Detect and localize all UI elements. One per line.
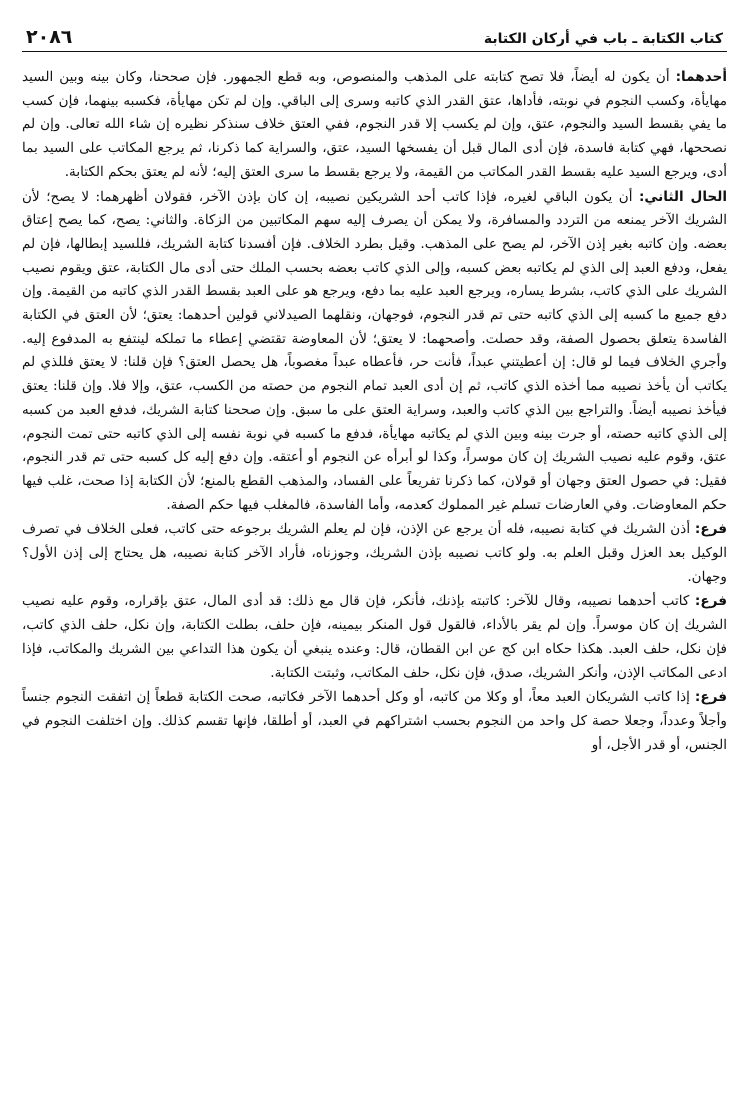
paragraph-text: أن يكون الباقي لغيره، فإذا كاتب أحد الشريكين نصيبه، إن كان بإذن الآخر، فقولان أظهرهما: لا يصح؛ لأن الشريك الآخر يمنعه من التردد والمسافرة، ولا يمكن أن يصرف إليه سهم المكاتبين من الزكاة. والثاني: يصح، كما يصح إعتاق بعضه. وإن كاتبه بغير إذن الآخر، لم يصح على المذهب. وقيل بطرد الخلاف. فإن أفسدنا كتابة الشريك، فللسيد إبطالها، فإن لم يفعل، ودفع العبد إلى الذي لم يكاتبه بعض كسبه، وإلى الذي كاتب بعضه بحسب الملك حتى أدى مال الكتابة، عتق ويقوم نصيب الشريك على الذي كاتب، بشرط يساره، ويرجع العبد عليه بما دفع، ويرجع هو على العبد بقسط القدر الذي كاتبه من القيمة. وإن دفع جميع ما كسبه إلى الذي كاتبه حتى تم قدر النجوم، فوجهان، ونقلهما الصيدلاني قولين أحدهما: يعتق؛ لأن العتق في الكتابة الفاسدة يتعلق بحصول الصفة، وقد حصلت. وأصحهما: لا يعتق؛ لأن المعاوضة تقتضي إعطاء ما تملكه لينتفع به المدفوع إليه. وأجري الخلاف فيما لو قال: إن أعطيتني عبداً، فأنت حر، فأعطاه عبداً مغصوباً، هل يحصل العتق؟ فإن قلنا: لا يعتق فللذي لم يكاتب أن يأخذ نصيبه مما أخذه الذي كاتب، ثم إن أدى العبد تمام النجوم من حصته من الكسب، عتق، وإلا فلا. وإن قلنا: يعتق فيأخذ نصيبه أيضاً. والتراجع بين الذي كاتب والعبد، وسراية العتق على ما سبق. وإن صححنا كتابة الشريك، فدفع العبد من كسبه إلى الذي كاتبه حصته، أو جرت بينه وبين الذي لم يكاتبه مهايأة، فدفع ما كسبه في نوبة نفسه إلى الذي كاتبه حتى تمت النجوم، عتق، وقوم عليه نصيب الشريك إن كان موسراً، وكذا لو أبرأه عن النجوم أو أعتقه. وإن دفع إليه كل كسبه حتى تم قدر النجوم، فقيل: في حصول العتق وجهان أو قولان، كما ذكرنا تفريعاً على الفساد، والمذهب القطع بالمنع؛ لأن الكتابة إذا صحت، غلب فيها حكم المعاوضات. وفي العارضات تسلم غير المملوك كعدمه، وأما الفاسدة، فالمغلب فيها حكم الصفة. (22, 188, 727, 513)
paragraph-1 (22, 66, 727, 185)
paragraph-3 (22, 518, 727, 589)
paragraph-lead: فرع: (694, 521, 727, 538)
page-number: ٢٠٨٦ (26, 26, 73, 48)
paragraph-text: كاتب أحدهما نصيبه، وقال للآخر: كاتبته بإذنك، فأنكر، فإن قال مع ذلك: قد أدى المال، عتق بإقراره، وقوم عليه نصيب الشريك إن كان موسراً. وإن لم يقر بالأداء، فالقول قول المنكر بيمينه، فإن حلف، بطلت الكتابة، وإن نكل، حلف الذي كاتب، فإن نكل، حلف العبد. هكذا حكاه ابن كج عن ابن القطان، قال: وعنده ينبغي أن يكون هذا التداعي بين الشريك والمكاتب، فإذا ادعى المكاتب الإذن، وأنكر الشريك، صدق، فإن نكل، حلف المكاتب، وثبتت الكتابة. (22, 593, 727, 681)
paragraph-4 (22, 590, 727, 685)
paragraph-2 (22, 186, 727, 518)
paragraph-5 (22, 686, 727, 757)
paragraph-text: أذن الشريك في كتابة نصيبه، فله أن يرجع عن الإذن، فإن لم يعلم الشريك برجوعه حتى كاتب، فعلى الخلاف في تصرف الوكيل بعد العزل وقبل العلم به. ولو كاتب نصيبه بإذن الشريك، وجوزناه، فأراد الآخر كتابة نصيبه، هل يحتاج إلى إذن الأول؟ وجهان. (22, 521, 727, 585)
paragraph-lead: فرع: (694, 593, 727, 610)
running-header (22, 26, 727, 52)
paragraph-lead: فرع: (694, 689, 727, 706)
paragraph-lead: أحدهما: (675, 69, 727, 85)
paragraph-text: إذا كاتب الشريكان العبد معاً، أو وكلا من كاتبه، أو وكل أحدهما الآخر فكاتبه، صحت الكتابة قطعاً إن اتفقت النجوم جنساً وأجلاً وعدداً، وجعلا حصة كل واحد من النجوم بحسب اشتراكهم في العبد، أو أطلقا، فإنها تقسم كذلك. وإن اختلفت النجوم في الجنس، أو قدر الأجل، أو (22, 689, 727, 753)
page-body (22, 52, 727, 757)
paragraph-text: أن يكون له أيضاً، فلا تصح كتابته على المذهب والمنصوص، وبه قطع الجمهور. فإن صححنا، وكان بينه وبين السيد مهايأة، وكسب النجوم في نوبته، فأداها، عتق القدر الذي كاتبه وسرى إلى الباقي. وإن لم تكن مهايأة، فكسبه بينهما، فإن كسب ما يفي بقسط السيد والنجوم، عتق، وإن لم يكسب إلا قدر النجوم، ففي العتق خلاف سنذكر نظيره إن شاء الله تعالى. وإن لم نصححها، فهي كتابة فاسدة، فإن أدى المال قبل أن يفسخها السيد، عتق، والسراية كما ذكرنا، ثم يرجع المكاتب على السيد بما أدى، ويرجع السيد عليه بقسط القدر المكاتب من القيمة، ولا يرجع بقسط ما سرى العتق إليه؛ لأنه لم يعتق بحكم الكتابة. (22, 69, 727, 180)
paragraph-lead: الحال الثاني: (638, 188, 727, 205)
running-title: كتاب الكتابة ـ باب في أركان الكتابة (483, 31, 723, 47)
